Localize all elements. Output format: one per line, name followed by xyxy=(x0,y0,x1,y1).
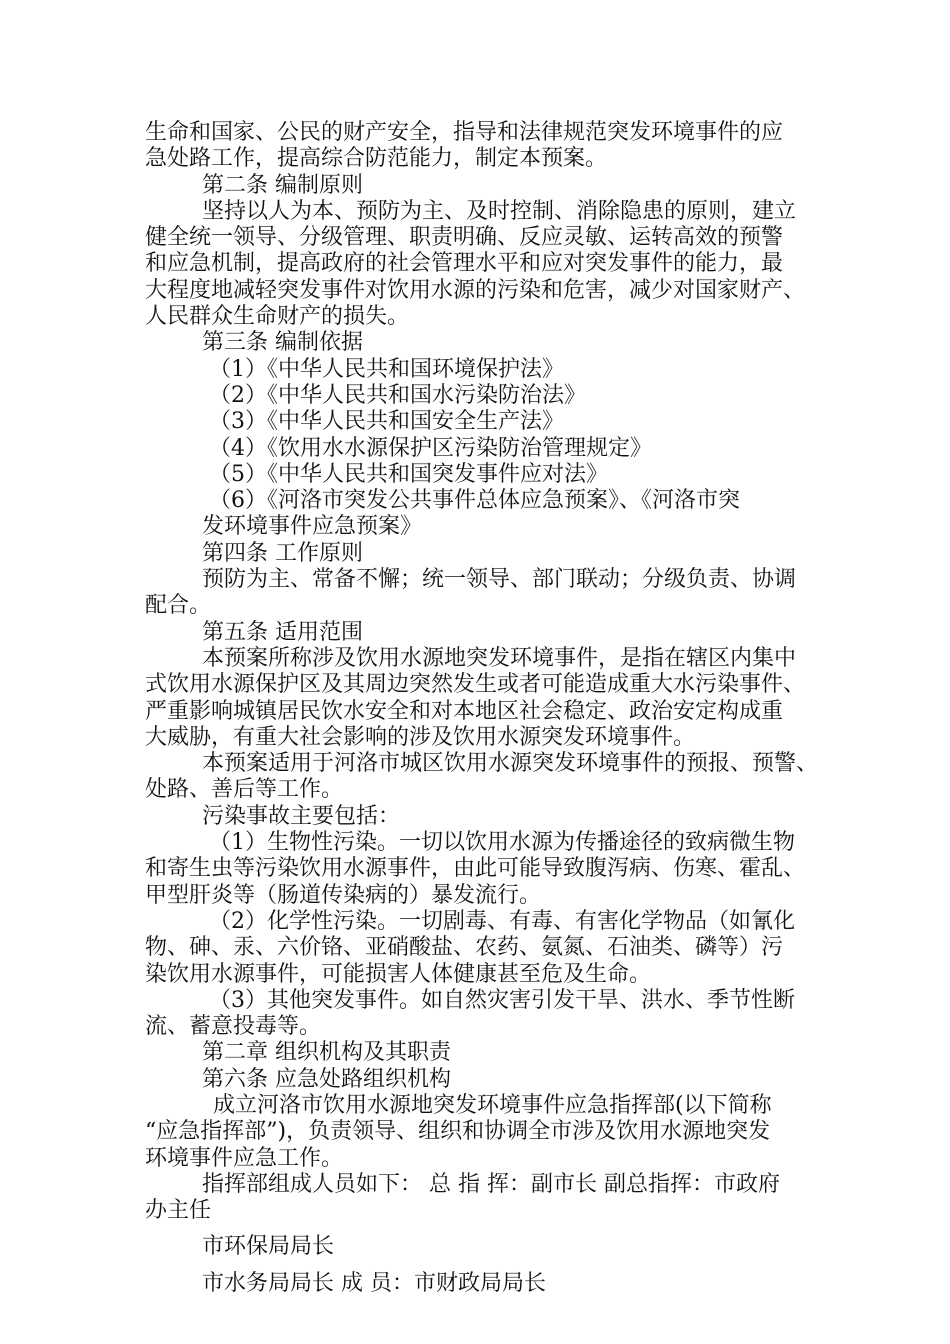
list-item: （3）其他突发事件。如自然灾害引发干旱、洪水、季节性断 xyxy=(209,987,795,1013)
body-text-line: 市水务局局长 成 员：市财政局局长 xyxy=(202,1270,546,1296)
body-text-line: “应急指挥部”)，负责领导、组织和协调全市涉及饮用水源地突发 xyxy=(145,1119,771,1145)
body-text-line: 市环保局局长 xyxy=(202,1234,335,1260)
body-text-line: 大程度地减轻突发事件对饮用水源的污染和危害，减少对国家财产、 xyxy=(145,277,806,303)
body-text-line: 人民群众生命财产的损失。 xyxy=(145,304,410,330)
article-heading: 第三条 编制依据 xyxy=(202,330,363,356)
article-heading: 第六条 应急处路组织机构 xyxy=(202,1066,451,1092)
article-heading: 第五条 适用范围 xyxy=(202,619,363,645)
list-item: （3）《中华人民共和国安全生产法》 xyxy=(209,409,564,435)
list-item: （2）《中华人民共和国水污染防治法》 xyxy=(209,382,586,408)
body-text-line: 健全统一领导、分级管理、职责明确、反应灵敏、运转高效的预警 xyxy=(145,225,784,251)
body-text-line: 成立河洛市饮用水源地突发环境事件应急指挥部(以下简称 xyxy=(213,1092,772,1118)
body-text-line: 处路、善后等工作。 xyxy=(145,777,344,803)
body-text-line: 预防为主、常备不懈；统一领导、部门联动；分级负责、协调 xyxy=(202,567,797,593)
body-text-line: 配合。 xyxy=(145,593,212,619)
list-item: （6）《河洛市突发公共事件总体应急预案》、《河洛市突 xyxy=(209,488,740,514)
chapter-heading: 第二章 组织机构及其职责 xyxy=(202,1040,451,1066)
body-text-line: 和应急机制，提高政府的社会管理水平和应对突发事件的能力，最 xyxy=(145,251,784,277)
body-text-line: 染饮用水源事件，可能损害人体健康甚至危及生命。 xyxy=(145,961,652,987)
body-text-line: 物、砷、汞、六价铬、亚硝酸盐、农药、氨氮、石油类、磷等）污 xyxy=(145,935,784,961)
body-text-line: 本预案所称涉及饮用水源地突发环境事件，是指在辖区内集中 xyxy=(202,645,797,671)
body-text-line: 大威胁，有重大社会影响的涉及饮用水源突发环境事件。 xyxy=(145,724,696,750)
body-text-line: 流、蓄意投毒等。 xyxy=(145,1014,322,1040)
body-text-line: 生命和国家、公民的财产安全，指导和法律规范突发环境事件的应 xyxy=(145,120,784,145)
article-heading: 第二条 编制原则 xyxy=(202,172,363,198)
list-item: （5）《中华人民共和国突发事件应对法》 xyxy=(209,461,608,487)
body-text-line: 本预案适用于河洛市城区饮用水源突发环境事件的预报、预警、 xyxy=(202,751,819,777)
line-gap xyxy=(145,1224,825,1234)
body-text-line: 坚持以人为本、预防为主、及时控制、消除隐患的原则，建立 xyxy=(202,198,797,224)
body-text-line: 指挥部组成人员如下： 总 指 挥：副市长 副总指挥：市政府 xyxy=(202,1171,780,1197)
body-text-line: 环境事件应急工作。 xyxy=(145,1145,344,1171)
body-text-line: 甲型肝炎等（肠道传染病的）暴发流行。 xyxy=(145,882,542,908)
body-text-line: 污染事故主要包括： xyxy=(202,803,401,829)
list-item: （2）化学性污染。一切剧毒、有毒、有害化学物品（如氰化 xyxy=(209,908,795,934)
list-item-continuation: 发环境事件应急预案》 xyxy=(202,514,423,540)
body-text-line: 严重影响城镇居民饮水安全和对本地区社会稳定、政治安定构成重 xyxy=(145,698,784,724)
body-text-line: 急处路工作，提高综合防范能力，制定本预案。 xyxy=(145,146,608,172)
list-item: （4）《饮用水水源保护区污染防治管理规定》 xyxy=(209,435,652,461)
line-gap xyxy=(145,1261,825,1271)
body-text-line: 式饮用水源保护区及其周边突然发生或者可能造成重大水污染事件、 xyxy=(145,672,806,698)
document-body xyxy=(145,120,825,1297)
article-heading: 第四条 工作原则 xyxy=(202,540,363,566)
body-text-line: 和寄生虫等污染饮用水源事件，由此可能导致腹泻病、伤寒、霍乱、 xyxy=(145,856,806,882)
body-text-line: 办主任 xyxy=(145,1198,212,1224)
list-item: （1）《中华人民共和国环境保护法》 xyxy=(209,356,564,382)
list-item: （1）生物性污染。一切以饮用水源为传播途径的致病微生物 xyxy=(209,830,795,856)
